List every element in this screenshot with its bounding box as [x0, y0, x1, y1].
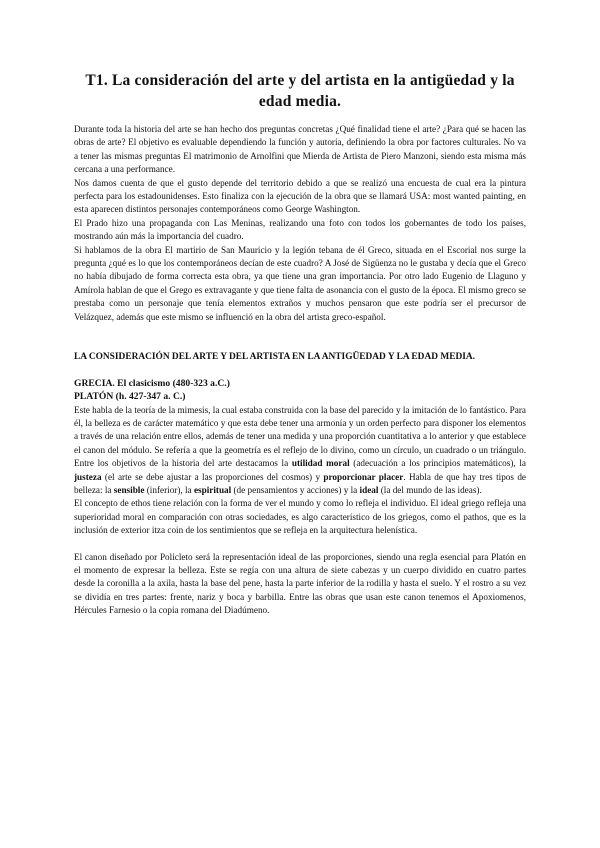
- document-page: [74, 70, 526, 618]
- text-run: (de pensamientos y acciones) y la: [231, 485, 360, 496]
- section-heading: LA CONSIDERACIÓN DEL ARTE Y DEL ARTISTA EN LA ANTIGÜEDAD Y LA EDAD MEDIA.: [74, 352, 475, 363]
- intro-paragraph-4: Si hablamos de la obra El martirio de San Mauricio y la legión tebana de él Greco, situada en el Escorial nos surge la pregunta ¿qué es lo que los contemporáneos decían de este cuadro? A José de Sigüenza no le gustaba y decía que el Greco no había dibujado de forma correcta esta obra, ya que tiene una gran importancia. Por otro lado Eugenio de Llaguno y Amírola hablan de que el Grego es extravagante y que tiene falta de asonancia con el gusto de la época. El mismo greco se prestaba como un personaje que tenía elementos extraños y muchos pensaron que este podría ser el precursor de Velázquez, además que este mismo se influenció en la obra del artista greco-español.: [74, 244, 526, 322]
- spacer: [74, 538, 526, 551]
- spacer: [74, 324, 526, 351]
- document-title: T1. La consideración del arte y del artista en la antigüedad y la edad media.: [85, 72, 515, 110]
- text-run: (inferior), la: [144, 485, 194, 496]
- text-run: . Habla de que hay tres tipos de belleza: la: [74, 471, 526, 496]
- text-run: (la del mundo de las ideas).: [378, 485, 482, 496]
- bold-term-proporcionar-placer: proporcionar placer: [323, 471, 404, 482]
- ethos-paragraph: El concepto de ethos tiene relación con la forma de ver el mundo y como lo refleja el individuo. El ideal griego refleja una superioridad moral en comparación con otras sociedades, es algo característico de los griegos, como el pathos, que es la inclusión de exterior itza coin de los sentimientos que se refleja en la arquitectura helenística.: [74, 498, 526, 536]
- intro-paragraph-2: Nos damos cuenta de que el gusto depende del territorio debido a que se realizó una encuesta de cual era la pintura perfecta para los estadounidenses. Esto finaliza con la ejecución de la obra que se llamará USA: most wanted painting, en esta aparecen distintos personajes contemporáneos como George Washington.: [74, 177, 526, 215]
- canon-paragraph: El canon diseñado por Policleto será la representación ideal de las proporciones, siendo una regla esencial para Platón en el momento de expresar la belleza. Este se regía con una altura de siete cabezas y un cuerpo dividido en cuatro partes desde la coronilla a la axila, hasta la base del pene, hasta la parte inferior de la rodilla y hasta el suelo. Y el rostro a su vez se dividía en tres partes: frente, nariz y boca y barbilla. Entre las obras que usan este canon tenemos el Apoxiomenos, Hércules Farnesio o la copia romana del Diadúmeno.: [74, 551, 526, 616]
- intro-paragraph-3: El Prado hizo una propaganda con Las Meninas, realizando una foto con todos los gobernantes de todo los países, mostrando aún más la importancia del cuadro.: [74, 217, 526, 242]
- bold-term-justeza: justeza: [74, 471, 102, 482]
- bold-term-utilidad-moral: utilidad moral: [291, 458, 350, 469]
- text-run: (el arte se debe ajustar a las proporciones del cosmos) y: [101, 471, 324, 482]
- platon-paragraph: [74, 404, 526, 498]
- text-run: Este habla de la teoría de la mimesis, la cual estaba construida con la base del parecido y la imitación de lo fantástico. Para él, la belleza es de carácter matemático y que esta debe tener una armonía y un orden perfecto para disponer los elementos a través de una relación entre ellos, además de tener una medida y una proporción cuantitativa a lo anterior y que establece el canon del módulo. Se refería a que la geometría es el reflejo de lo divino, como un círculo, un cuadrado o un triángulo. Entre los objetivos de la historia del arte destacamos la: [74, 404, 526, 469]
- subheading-grecia: GRECIA. El clasicismo (480-323 a.C.): [74, 377, 230, 389]
- bold-term-sensible: sensible: [113, 485, 145, 496]
- bold-term-ideal: ideal: [359, 485, 379, 496]
- bold-term-espiritual: espiritual: [193, 485, 232, 496]
- subheading-platon: PLATÓN (h. 427-347 a. C.): [74, 391, 186, 403]
- intro-paragraph-1: Durante toda la historia del arte se han hecho dos preguntas concretas ¿Qué finalidad tiene el arte? ¿Para qué se hacen las obras de arte? El objetivo es evaluable dependiendo la función y autoría, definiendo la obra por factores culturales. No va a tener las mismas preguntas El matrimonio de Arnolfini que Mierda de Artista de Piero Manzoni, siendo esta misma más cercana a una performance.: [74, 124, 526, 175]
- text-run: (adecuación a los principios matemáticos), la: [349, 458, 526, 469]
